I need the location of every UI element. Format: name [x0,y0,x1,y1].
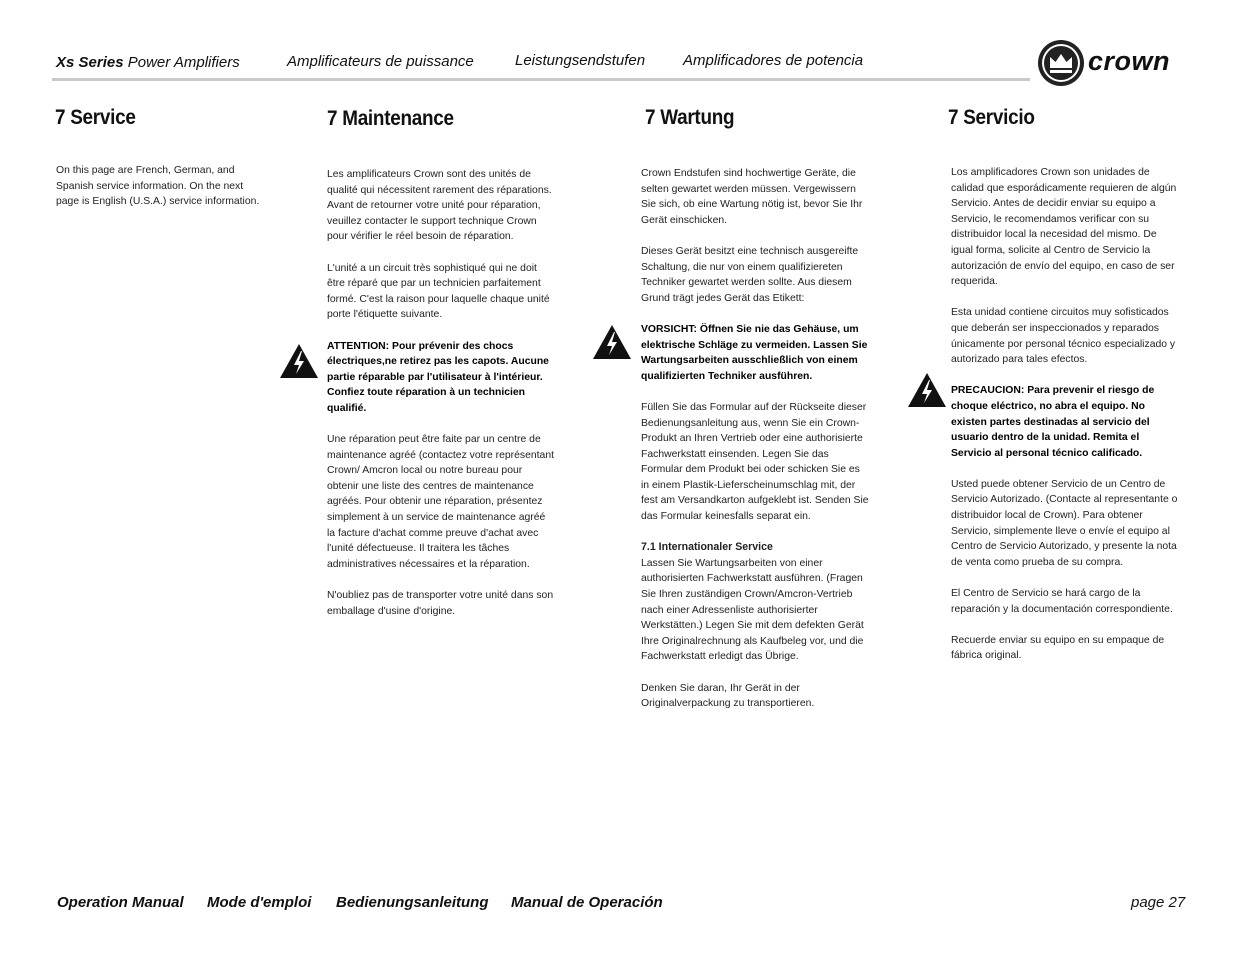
paragraph: El Centro de Servicio se hará cargo de la reparación y la documentación correspondiente. [951,588,1173,615]
header-german: Leistungsendstufen [515,52,646,69]
electric-shock-warning-icon [907,372,947,408]
footer-operation-manual: Operation Manual [57,894,184,911]
paragraph: Dieses Gerät besitzt eine technisch ausgereifte Schaltung, die nur von einem qualifiziereten Techniker gewartet werden sollte. Aus diesem Grund trägt jedes Gerät das Etikett: [641,245,859,304]
warning-text: ATTENTION: Pour prévenir des chocs électriques,ne retirez pas les capots. Aucune partie réparable par l'utilisateur à l'intérieur. Confiez toute réparation à un technicien qualifié. [327,340,549,414]
crown-logo [1036,38,1186,90]
paragraph: On this page are French, German, and Spanish service information. On the next page is English (U.S.A.) service information. [56,165,260,208]
header-series-bold: Xs Series [56,54,124,71]
heading-maintenance: 7 Maintenance [327,107,454,130]
header-series-rest: Power Amplifiers [123,54,240,71]
paragraph: L'unité a un circuit très sophistiqué qui ne doit être réparé que par un technicien parfaitement formé. C'est la raison pour laquelle chaque unité porte l'étiquette suivante. [327,262,550,321]
paragraph: Lassen Sie Wartungsarbeiten von einer authorisierten Fachwerkstatt ausführen. (Fragen Sie Ihren zuständigen Crown/Amcron-Vertrieb nach einer Adressenliste authorisierter Werkstätten.) Legen Sie mit dem defekten Gerät Ihre Originalrechnung als Kaufbeleg vor, und die Fachwerkstatt erledigt das Übrige. [641,557,864,663]
page-number: page 27 [1131,894,1186,911]
footer-manual-de-operacion: Manual de Operación [511,894,663,911]
electric-shock-warning-icon [279,343,319,379]
header-series [56,54,240,71]
warning-text: PRECAUCION: Para prevenir el riesgo de choque eléctrico, no abra el equipo. No existen partes destinadas al servicio del usuario dentro de la unidad. Remita el Servicio al personal técnico calificado. [951,385,1155,459]
heading-service: 7 Service [55,106,136,129]
paragraph: Une réparation peut être faite par un centre de maintenance agréé (contactez votre représentant Crown/ Amcron local ou notre bureau pour obtenir une liste des centres de maintenance agréés. Pour obtenir une réparation, présentez simplement à un service de maintenance agréé la facture d'achat comme preuve d'achat avec l'unité défectueuse. Il traitera les tâches administratives nécessaires et la réparation. [327,434,554,570]
header-french: Amplificateurs de puissance [287,53,474,70]
crown-emblem-icon [1036,38,1086,88]
column-spanish [951,165,1179,680]
subheading-international-service: 7.1 Internationaler Service [641,541,773,554]
paragraph: Crown Endstufen sind hochwertige Geräte, die selten gewartet werden müssen. Vergewissern Sie sich, ob eine Wartung nötig ist, bevor Sie Ihr Gerät einschicken. [641,168,863,226]
paragraph: Esta unidad contiene circuitos muy sofisticados que deberán ser inspeccionados y reparados únicamente por personal técnico especializado y autorizado para tales efectos. [951,307,1176,366]
paragraph: Denken Sie daran, Ihr Gerät in der Originalverpackung zu transportieren. [641,682,815,710]
paragraph: Recuerde enviar su equipo en su empaque de fábrica original. [951,634,1165,662]
paragraph: N'oubliez pas de transporter votre unité dans son emballage d'usine d'origine. [327,590,554,617]
header-spanish: Amplificadores de potencia [683,52,864,69]
electric-shock-warning-icon [592,324,632,360]
paragraph: Les amplificateurs Crown sont des unités de qualité qui nécessitent rarement des réparations. Avant de retourner votre unité pour réparation, veuillez contacter le support technique Crown pour vérifier le réel besoin de réparation. [327,169,552,243]
footer-mode-demploi: Mode d'emploi [207,894,312,911]
logo-wordmark: crown [1088,46,1171,76]
column-french [327,167,555,635]
paragraph: Usted puede obtener Servicio de un Centro de Servicio Autorizado. (Contacte al representante o distribuidor local de Crown). Para obtener Servicio, simplemente lleve o envíe el equipo al Centro de Servicio Autorizado, y presente la nota de venta como prueba de su compra. [951,478,1178,568]
paragraph: Los amplificadores Crown son unidades de calidad que esporádicamente requieren de algún Servicio. Antes de decidir enviar su equipo a Servicio, le recomendamos verificar con su distribuidor local la necesidad del mismo. De igual forma, solicite al Centro de Servicio la autorización de envío del equipo, en caso de ser requerida. [951,167,1177,288]
heading-wartung: 7 Wartung [645,106,735,129]
column-english [56,163,268,225]
footer-bedienungsanleitung: Bedienungsanleitung [336,894,489,911]
heading-servicio: 7 Servicio [948,106,1035,129]
column-german [641,166,869,727]
paragraph: Füllen Sie das Formular auf der Rückseite dieser Bedienungsanleitung aus, wenn Sie ein Crown-Produkt an Ihren Vertrieb oder eine authorisierte Fachwerkstatt einsenden. Legen Sie das Formular dem Produkt bei oder schicken Sie es in einem Plastik-Lieferscheinumschlag mit, der fest am Versandkarton aufgeklebt ist. Senden Sie das Formular keinesfalls separat ein. [641,401,869,523]
header-rule [52,78,1030,81]
warning-text: VORSICHT: Öffnen Sie nie das Gehäuse, um elektrische Schläge zu vermeiden. Lassen Sie Wartungsarbeiten ausschließlich von einem qualifizierten Techniker ausführen. [641,323,868,382]
